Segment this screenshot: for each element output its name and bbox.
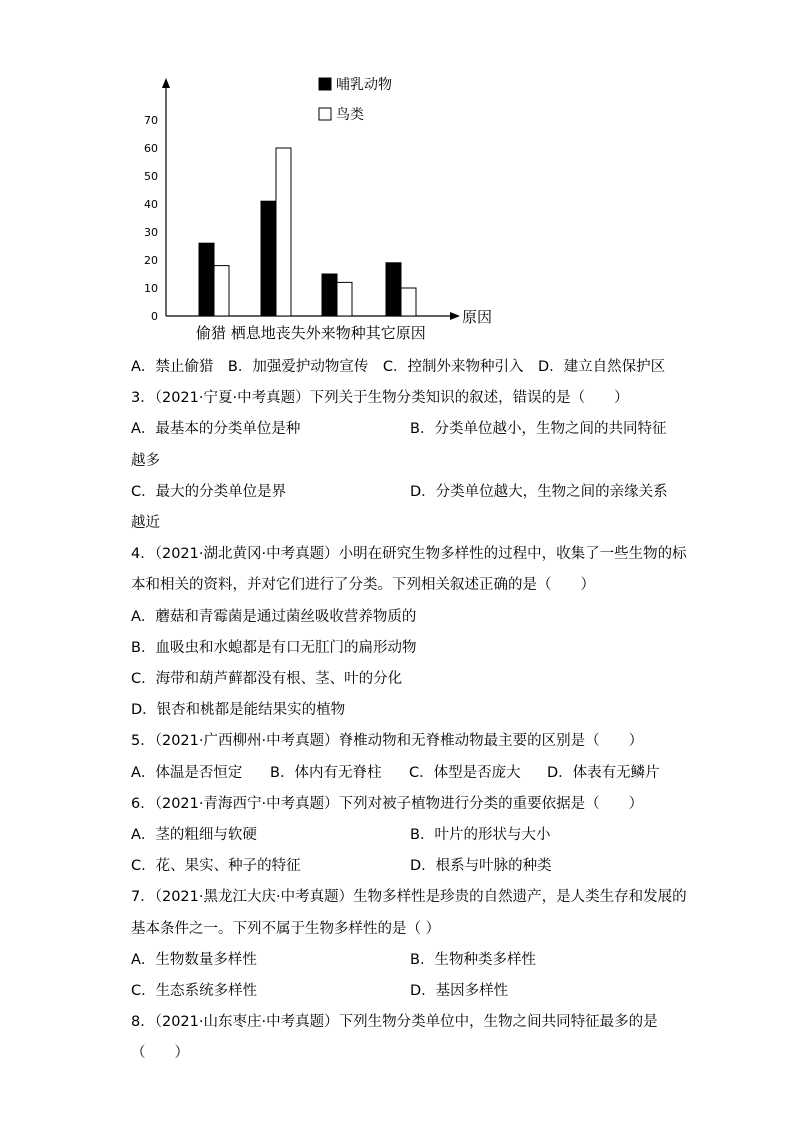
bar-chart bbox=[0, 0, 794, 350]
legend-swatch bbox=[319, 108, 331, 120]
bar bbox=[386, 263, 401, 316]
q5-option-b: B．体内有无脊柱 bbox=[270, 765, 382, 781]
y-tick-label: 40 bbox=[144, 198, 158, 211]
bar bbox=[401, 288, 416, 316]
q3-option-b-cont: 越多 bbox=[131, 453, 160, 469]
bar bbox=[214, 266, 229, 316]
y-axis-arrow bbox=[162, 78, 170, 88]
y-tick-label: 10 bbox=[144, 282, 158, 295]
bar bbox=[261, 201, 276, 316]
legend-label: 哺乳动物 bbox=[336, 77, 392, 93]
y-tick-label: 30 bbox=[144, 226, 158, 239]
q5-option-d: D．体表有无鳞片 bbox=[547, 765, 660, 781]
legend-swatch bbox=[319, 78, 331, 90]
q4-option-b: B．血吸虫和水螅都是有口无肛门的扁形动物 bbox=[131, 640, 417, 656]
y-tick-label: 60 bbox=[144, 142, 158, 155]
q5-option-c: C．体型是否庞大 bbox=[409, 765, 521, 781]
q4-option-c: C．海带和葫芦藓都没有根、茎、叶的分化 bbox=[131, 671, 403, 687]
y-tick-label: 20 bbox=[144, 254, 158, 267]
q4-option-a: A．蘑菇和青霉菌是通过菌丝吸收营养物质的 bbox=[131, 609, 417, 625]
bar bbox=[322, 274, 337, 316]
q7-stem-1: 7．（2021·黑龙江大庆·中考真题）生物多样性是珍贵的自然遗产，是人类生存和发展的 bbox=[131, 889, 687, 905]
q7-stem-2: 基本条件之一。下列不属于生物多样性的是（ ） bbox=[131, 921, 441, 937]
q7-option-b: B．生物种类多样性 bbox=[410, 952, 536, 968]
y-tick-label: 70 bbox=[144, 114, 158, 127]
bar bbox=[337, 282, 352, 316]
q3-option-b: B．分类单位越小，生物之间的共同特征 bbox=[410, 421, 667, 437]
x-category-labels: 偷猎 栖息地丧失外来物种其它原因 bbox=[196, 324, 426, 342]
q6-option-a: A．茎的粗细与软硬 bbox=[131, 827, 257, 843]
q3-option-d-cont: 越近 bbox=[131, 515, 160, 531]
q3-option-c: C．最大的分类单位是界 bbox=[131, 484, 287, 500]
q7-option-c: C．生态系统多样性 bbox=[131, 983, 258, 999]
q5-option-a: A．体温是否恒定 bbox=[131, 765, 243, 781]
q6-stem: 6．（2021·青海西宁·中考真题）下列对被子植物进行分类的重要依据是（ ） bbox=[131, 796, 644, 812]
x-axis-arrow bbox=[450, 312, 460, 320]
q4-stem-2: 本和相关的资料，并对它们进行了分类。下列相关叙述正确的是（ ） bbox=[131, 577, 595, 593]
q7-option-d: D．基因多样性 bbox=[410, 983, 509, 999]
q6-option-b: B．叶片的形状与大小 bbox=[410, 827, 551, 843]
chart-bars bbox=[199, 148, 416, 316]
x-axis-label: 原因 bbox=[462, 308, 493, 326]
q4-option-d: D．银杏和桃都是能结果实的植物 bbox=[131, 702, 346, 718]
q3-stem: 3．（2021·宁夏·中考真题）下列关于生物分类知识的叙述，错误的是（ ） bbox=[131, 390, 629, 406]
q4-stem-1: 4．（2021·湖北黄冈·中考真题）小明在研究生物多样性的过程中，收集了一些生物的标 bbox=[131, 546, 687, 562]
legend-label: 鸟类 bbox=[336, 107, 364, 123]
y-tick-label: 0 bbox=[151, 310, 158, 323]
q3-option-d: D．分类单位越大，生物之间的亲缘关系 bbox=[410, 484, 668, 500]
q2-options: A．禁止偷猎 B．加强爱护动物宣传 C．控制外来物种引入 D．建立自然保护区 bbox=[131, 359, 666, 375]
q8-stem-1: 8．（2021·山东枣庄·中考真题）下列生物分类单位中，生物之间共同特征最多的是 bbox=[131, 1014, 658, 1030]
chart-legend bbox=[319, 76, 392, 123]
q7-option-a: A．生物数量多样性 bbox=[131, 952, 257, 968]
q6-option-d: D．根系与叶脉的种类 bbox=[410, 858, 552, 874]
y-tick-label: 50 bbox=[144, 170, 158, 183]
q3-option-a: A．最基本的分类单位是种 bbox=[131, 421, 301, 437]
q6-option-c: C．花、果实、种子的特征 bbox=[131, 858, 301, 874]
bar bbox=[199, 243, 214, 316]
bar bbox=[276, 148, 291, 316]
q8-stem-2: （ ） bbox=[131, 1045, 189, 1061]
q5-stem: 5．（2021·广西柳州·中考真题）脊椎动物和无脊椎动物最主要的区别是（ ） bbox=[131, 733, 644, 749]
y-tick-labels bbox=[144, 114, 158, 323]
